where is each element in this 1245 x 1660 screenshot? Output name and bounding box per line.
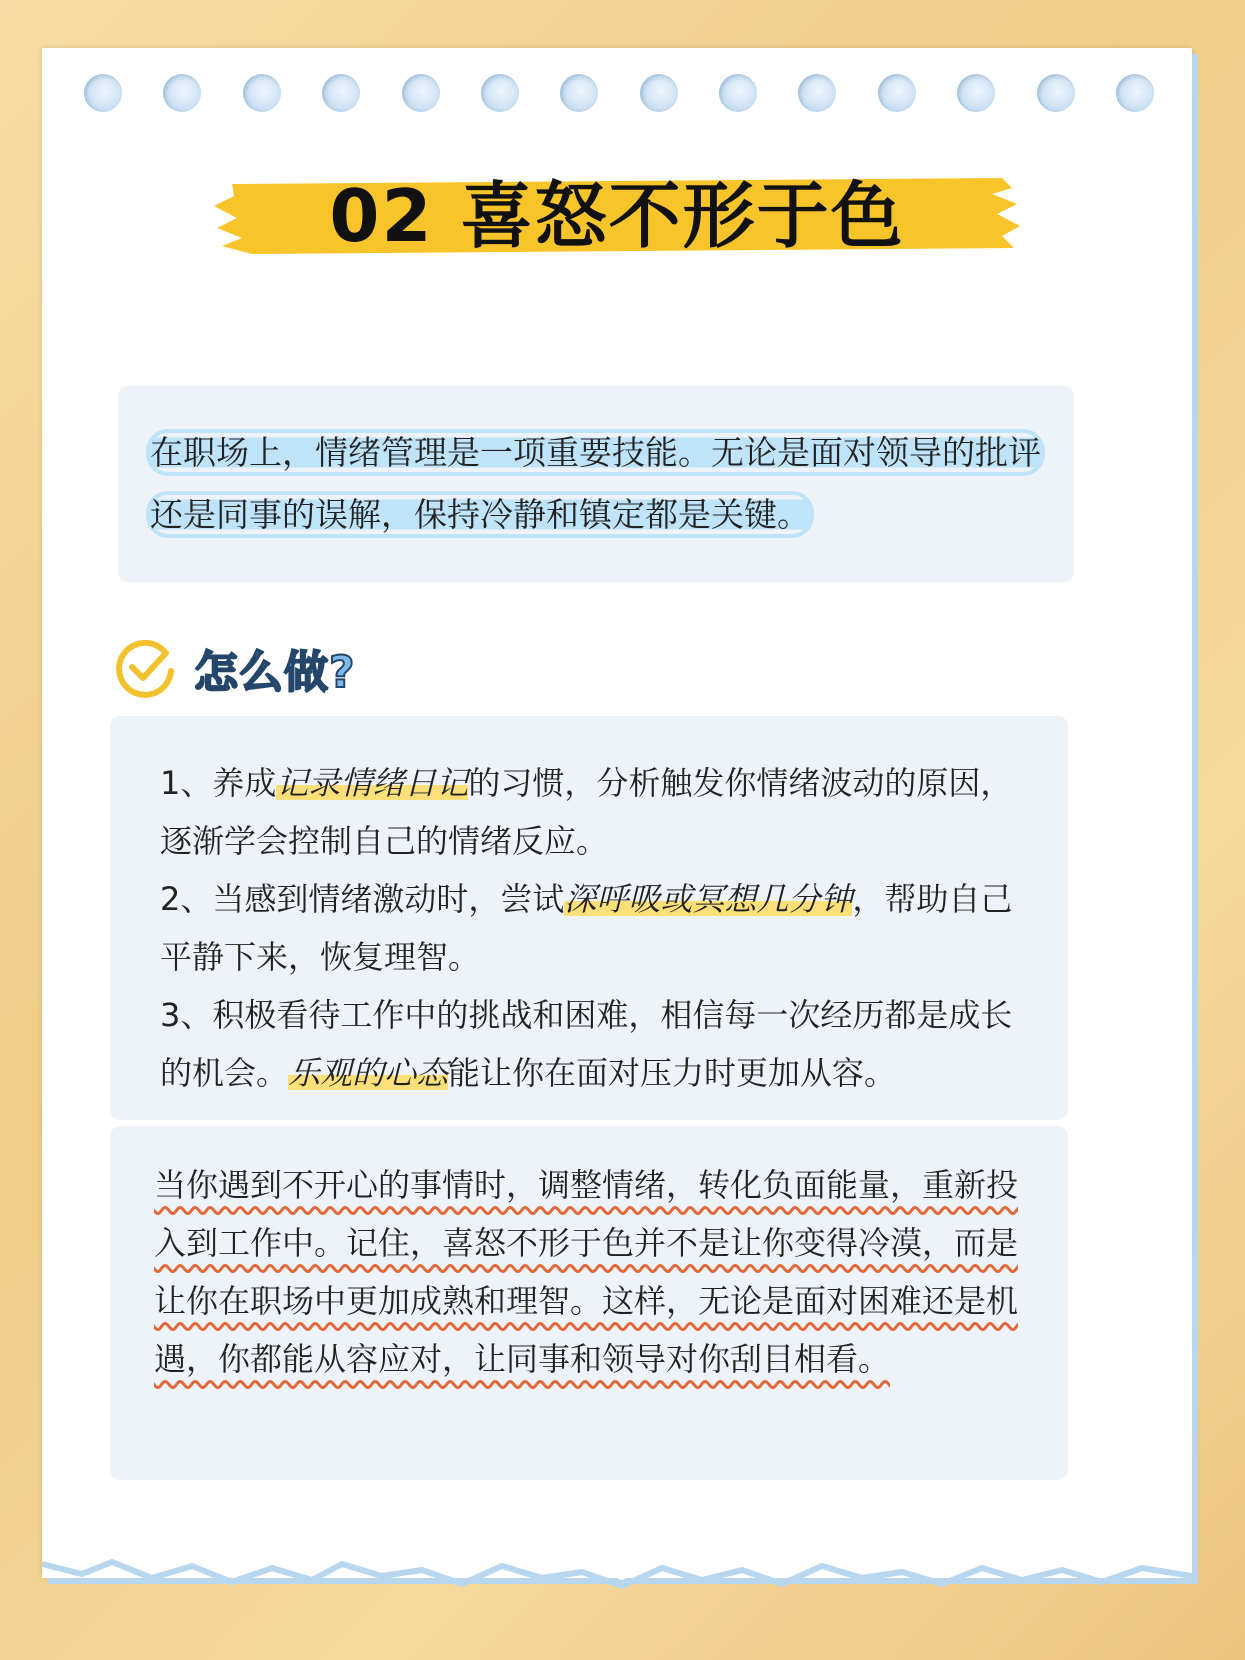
step-highlight: 乐观的心态: [288, 1054, 449, 1092]
how-label: 怎么做?: [194, 647, 356, 698]
binder-hole: [719, 74, 757, 112]
page-title: 02 喜怒不形于色: [329, 174, 905, 258]
step-highlight: 深呼吸或冥想几分钟: [564, 880, 853, 918]
step-item: [160, 986, 1040, 1102]
title-block: [212, 166, 1022, 266]
step-text: 2、当感到情绪激动时，尝试: [160, 880, 565, 918]
binder-hole: [798, 74, 836, 112]
intro-text: 在职场上，情绪管理是一项重要技能。无论是面对领导的批评还是同事的误解，保持冷静和镇定都是关键。: [150, 433, 1041, 534]
binder-hole: [402, 74, 440, 112]
step-text: 的习惯，分析触发你情绪波动的原因，逐渐学会控制自己的情绪反应。: [160, 764, 1013, 860]
binder-hole: [481, 74, 519, 112]
binder-hole: [957, 74, 995, 112]
summary-card: [110, 1126, 1068, 1480]
torn-paper-edge: [42, 1538, 1192, 1608]
binder-hole: [243, 74, 281, 112]
intro-card: [118, 386, 1074, 582]
binder-hole: [1116, 74, 1154, 112]
steps-list: [160, 754, 1040, 1102]
check-circle-icon: [114, 637, 176, 699]
step-text: 1、养成: [160, 764, 277, 802]
binder-hole: [560, 74, 598, 112]
step-text: 能让你在面对压力时更加从容。: [448, 1054, 897, 1092]
step-text: ，帮助自己平静下来，恢复理智。: [160, 880, 1013, 976]
summary-text: 当你遇到不开心的事情时，调整情绪，转化负面能量，重新投入到工作中。记住，喜怒不形于色并不是让你变得冷漠，而是让你在职场中更加成熟和理智。这样，无论是面对困难还是机遇，你都能从容应对，让同事和领导对你刮目相看。: [154, 1166, 1019, 1378]
steps-card: [110, 716, 1068, 1120]
binder-hole: [163, 74, 201, 112]
binder-hole: [322, 74, 360, 112]
step-highlight: 记录情绪日记: [276, 764, 469, 802]
step-text: 3、积极看待工作中的挑战和困难，相信每一次经历都是成长的机会。: [160, 996, 1013, 1092]
how-heading: [114, 633, 356, 703]
binder-hole: [640, 74, 678, 112]
binder-hole: [878, 74, 916, 112]
step-item: [160, 754, 1040, 870]
paper-sheet: [42, 48, 1192, 1578]
binder-holes: [84, 74, 1154, 118]
binder-hole: [84, 74, 122, 112]
binder-hole: [1037, 74, 1075, 112]
step-item: [160, 870, 1040, 986]
